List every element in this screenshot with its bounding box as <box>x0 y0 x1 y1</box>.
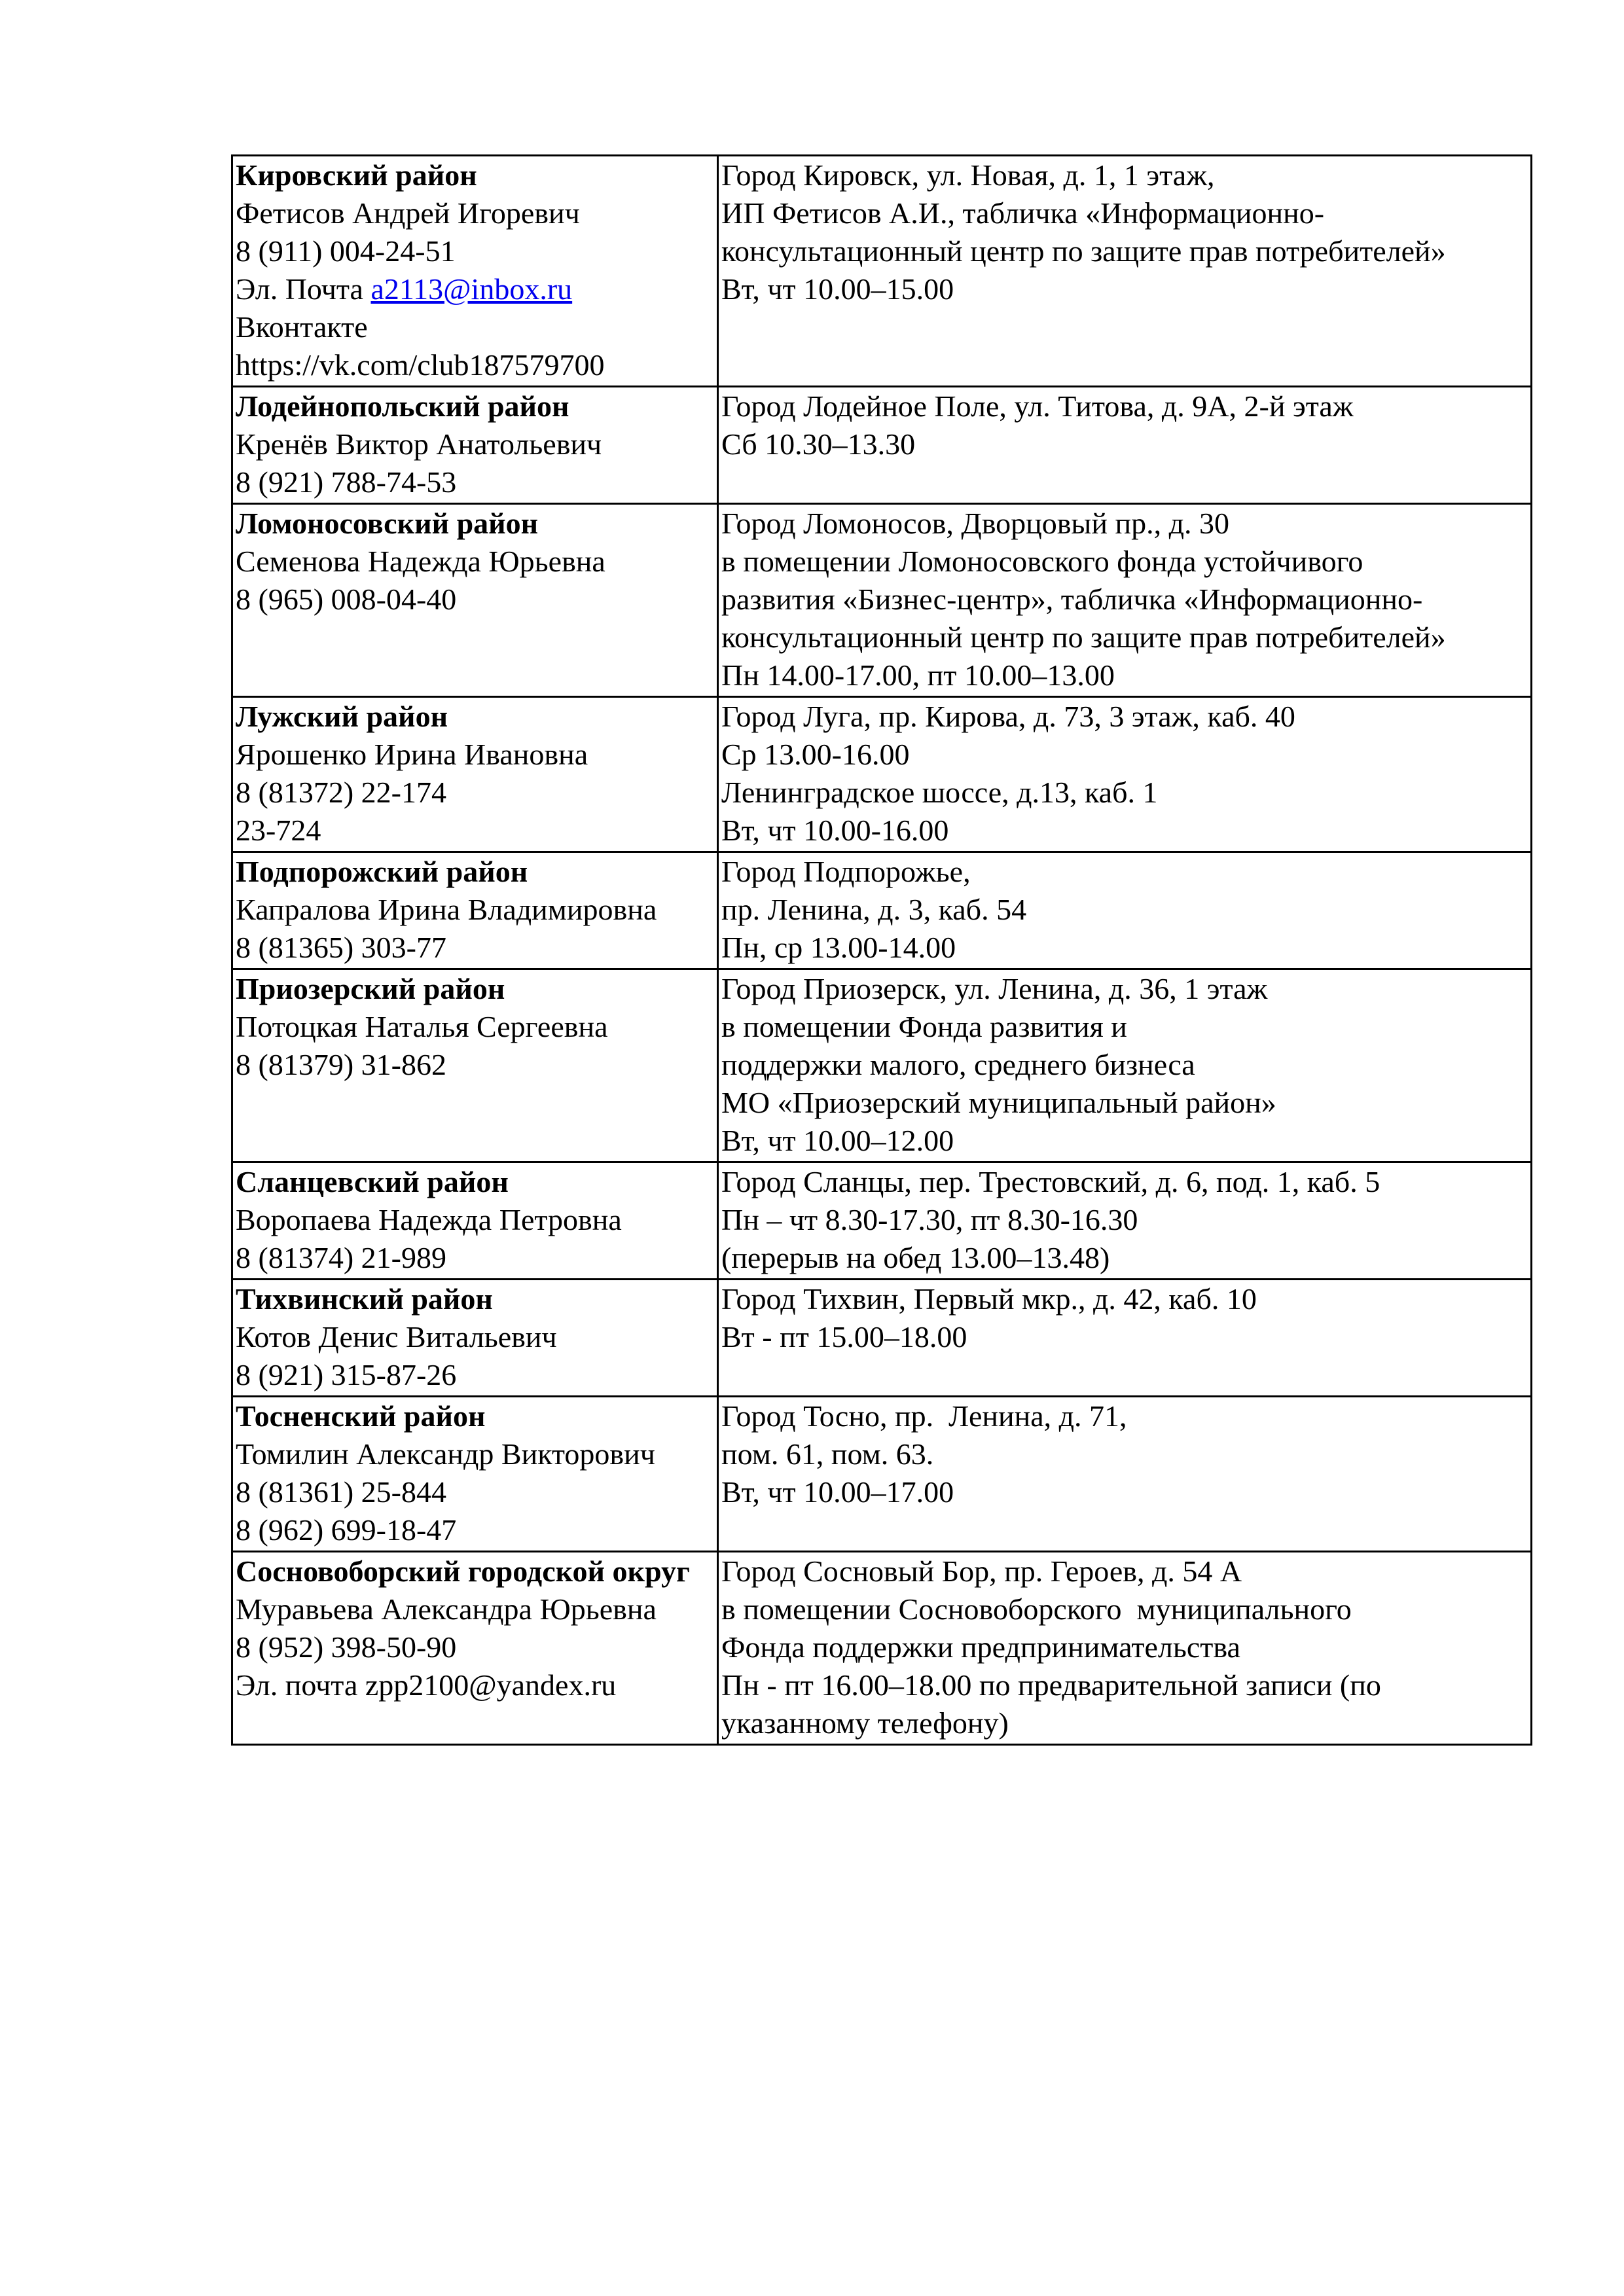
address-line: пом. 61, пом. 63. <box>721 1437 934 1471</box>
address-line: в помещении Фонда развития и <box>721 1010 1127 1043</box>
contact-line: Фетисов Андрей Игоревич <box>236 196 580 230</box>
address-schedule-cell <box>718 1280 1532 1397</box>
table-row <box>232 1280 1532 1397</box>
address-line: пр. Ленина, д. 3, каб. 54 <box>721 893 1027 926</box>
contact-line: 8 (81374) 21-989 <box>236 1241 446 1274</box>
contact-line: 8 (962) 699-18-47 <box>236 1513 457 1547</box>
table-row <box>232 504 1532 697</box>
address-schedule-cell <box>718 852 1532 969</box>
contact-line: Вконтакте <box>236 310 368 344</box>
address-line: Город Лодейное Поле, ул. Титова, д. 9А, 2-й этаж <box>721 389 1354 423</box>
address-schedule-cell <box>718 1162 1532 1280</box>
district-contact-cell <box>232 1280 718 1397</box>
district-name: Сосновоборский городской округ <box>236 1554 690 1588</box>
address-line: Ленинградское шоссе, д.13, каб. 1 <box>721 776 1158 809</box>
district-name: Лужский район <box>236 700 448 733</box>
district-name: Ломоносовский район <box>236 507 539 540</box>
contact-line: Кренёв Виктор Анатольевич <box>236 427 602 461</box>
table-row <box>232 969 1532 1162</box>
address-line: Город Сланцы, пер. Трестовский, д. 6, под. 1, каб. 5 <box>721 1165 1380 1198</box>
address-line: Вт, чт 10.00–12.00 <box>721 1124 954 1157</box>
email-line <box>236 270 714 308</box>
address-schedule-cell <box>718 697 1532 852</box>
address-line: поддержки малого, среднего бизнеса <box>721 1048 1195 1081</box>
address-line: Город Луга, пр. Кирова, д. 73, 3 этаж, каб. 40 <box>721 700 1295 733</box>
address-line: Вт, чт 10.00–15.00 <box>721 272 954 306</box>
contact-line: 23-724 <box>236 814 321 847</box>
district-contact-cell <box>232 1162 718 1280</box>
address-line: ИП Фетисов А.И., табличка «Информационно- <box>721 196 1325 230</box>
contact-line: 8 (81365) 303-77 <box>236 931 446 964</box>
district-contact-cell <box>232 1552 718 1745</box>
district-name: Тосненский район <box>236 1399 486 1433</box>
address-schedule-cell <box>718 969 1532 1162</box>
contact-line: Котов Денис Витальевич <box>236 1320 557 1354</box>
district-contact-cell <box>232 156 718 387</box>
contact-line: 8 (81379) 31-862 <box>236 1048 446 1081</box>
address-line: в помещении Ломоносовского фонда устойчивого <box>721 545 1363 578</box>
address-line: Сб 10.30–13.30 <box>721 427 916 461</box>
address-line: указанному телефону) <box>721 1706 1009 1740</box>
table-row <box>232 852 1532 969</box>
address-line: Пн, ср 13.00-14.00 <box>721 931 956 964</box>
contact-line: 8 (921) 788-74-53 <box>236 465 457 499</box>
contact-line: Семенова Надежда Юрьевна <box>236 545 605 578</box>
address-schedule-cell <box>718 387 1532 504</box>
address-line: Пн – чт 8.30-17.30, пт 8.30-16.30 <box>721 1203 1138 1236</box>
address-line: Город Подпорожье, <box>721 855 971 888</box>
table-row <box>232 387 1532 504</box>
district-name: Тихвинский район <box>236 1282 493 1316</box>
address-line: Город Ломоносов, Дворцовый пр., д. 30 <box>721 507 1229 540</box>
district-contact-cell <box>232 697 718 852</box>
table-body <box>232 156 1532 1745</box>
address-line: Ср 13.00-16.00 <box>721 738 910 771</box>
contact-line: 8 (911) 004-24-51 <box>236 234 456 268</box>
contact-line: 8 (921) 315-87-26 <box>236 1358 457 1391</box>
address-line: МО «Приозерский муниципальный район» <box>721 1086 1276 1119</box>
address-schedule-cell <box>718 1552 1532 1745</box>
email-link[interactable]: a2113@inbox.ru <box>370 272 573 306</box>
district-contact-cell <box>232 969 718 1162</box>
district-contact-cell <box>232 852 718 969</box>
address-line: Город Кировск, ул. Новая, д. 1, 1 этаж, <box>721 158 1215 192</box>
district-contact-cell <box>232 504 718 697</box>
district-name: Приозерский район <box>236 972 505 1005</box>
address-line: (перерыв на обед 13.00–13.48) <box>721 1241 1110 1274</box>
address-line: Город Тосно, пр. Ленина, д. 71, <box>721 1399 1127 1433</box>
address-line: Город Приозерск, ул. Ленина, д. 36, 1 этаж <box>721 972 1268 1005</box>
contact-line: Капралова Ирина Владимировна <box>236 893 657 926</box>
table-row <box>232 1552 1532 1745</box>
contact-line: Воропаева Надежда Петровна <box>236 1203 622 1236</box>
contact-line: 8 (965) 008-04-40 <box>236 583 457 616</box>
address-line: Фонда поддержки предпринимательства <box>721 1630 1240 1664</box>
contact-line: Эл. почта zpp2100@yandex.ru <box>236 1668 617 1702</box>
contact-line: https://vk.com/club187579700 <box>236 348 605 382</box>
address-line: Вт, чт 10.00-16.00 <box>721 814 949 847</box>
address-line: Вт - пт 15.00–18.00 <box>721 1320 967 1354</box>
address-schedule-cell <box>718 1397 1532 1552</box>
contact-line: Муравьева Александра Юрьевна <box>236 1592 657 1626</box>
address-line: Пн 14.00-17.00, пт 10.00–13.00 <box>721 658 1115 692</box>
address-line: Город Тихвин, Первый мкр., д. 42, каб. 10 <box>721 1282 1257 1316</box>
table-row <box>232 156 1532 387</box>
district-contact-cell <box>232 387 718 504</box>
contact-line: 8 (81361) 25-844 <box>236 1475 446 1509</box>
address-line: Вт, чт 10.00–17.00 <box>721 1475 954 1509</box>
address-schedule-cell <box>718 156 1532 387</box>
table-row <box>232 697 1532 852</box>
email-label: Эл. Почта <box>236 272 371 306</box>
contact-line: 8 (952) 398-50-90 <box>236 1630 457 1664</box>
contact-line: Томилин Александр Викторович <box>236 1437 655 1471</box>
district-name: Лодейнопольский район <box>236 389 569 423</box>
contact-line: Ярошенко Ирина Ивановна <box>236 738 588 771</box>
address-line: в помещении Сосновоборского муниципального <box>721 1592 1352 1626</box>
address-line: консультационный центр по защите прав потребителей» <box>721 234 1446 268</box>
district-name: Кировский район <box>236 158 477 192</box>
address-line: Город Сосновый Бор, пр. Героев, д. 54 А <box>721 1554 1242 1588</box>
district-name: Подпорожский район <box>236 855 528 888</box>
contact-line: 8 (81372) 22-174 <box>236 776 446 809</box>
contact-line: Потоцкая Наталья Сергеевна <box>236 1010 608 1043</box>
address-schedule-cell <box>718 504 1532 697</box>
address-line: развития «Бизнес-центр», табличка «Информационно- <box>721 583 1423 616</box>
table-row <box>232 1397 1532 1552</box>
address-line: Пн - пт 16.00–18.00 по предварительной записи (по <box>721 1668 1381 1702</box>
address-line: консультационный центр по защите прав потребителей» <box>721 620 1446 654</box>
district-name: Сланцевский район <box>236 1165 509 1198</box>
district-contacts-table <box>231 154 1532 1746</box>
district-contact-cell <box>232 1397 718 1552</box>
table-row <box>232 1162 1532 1280</box>
